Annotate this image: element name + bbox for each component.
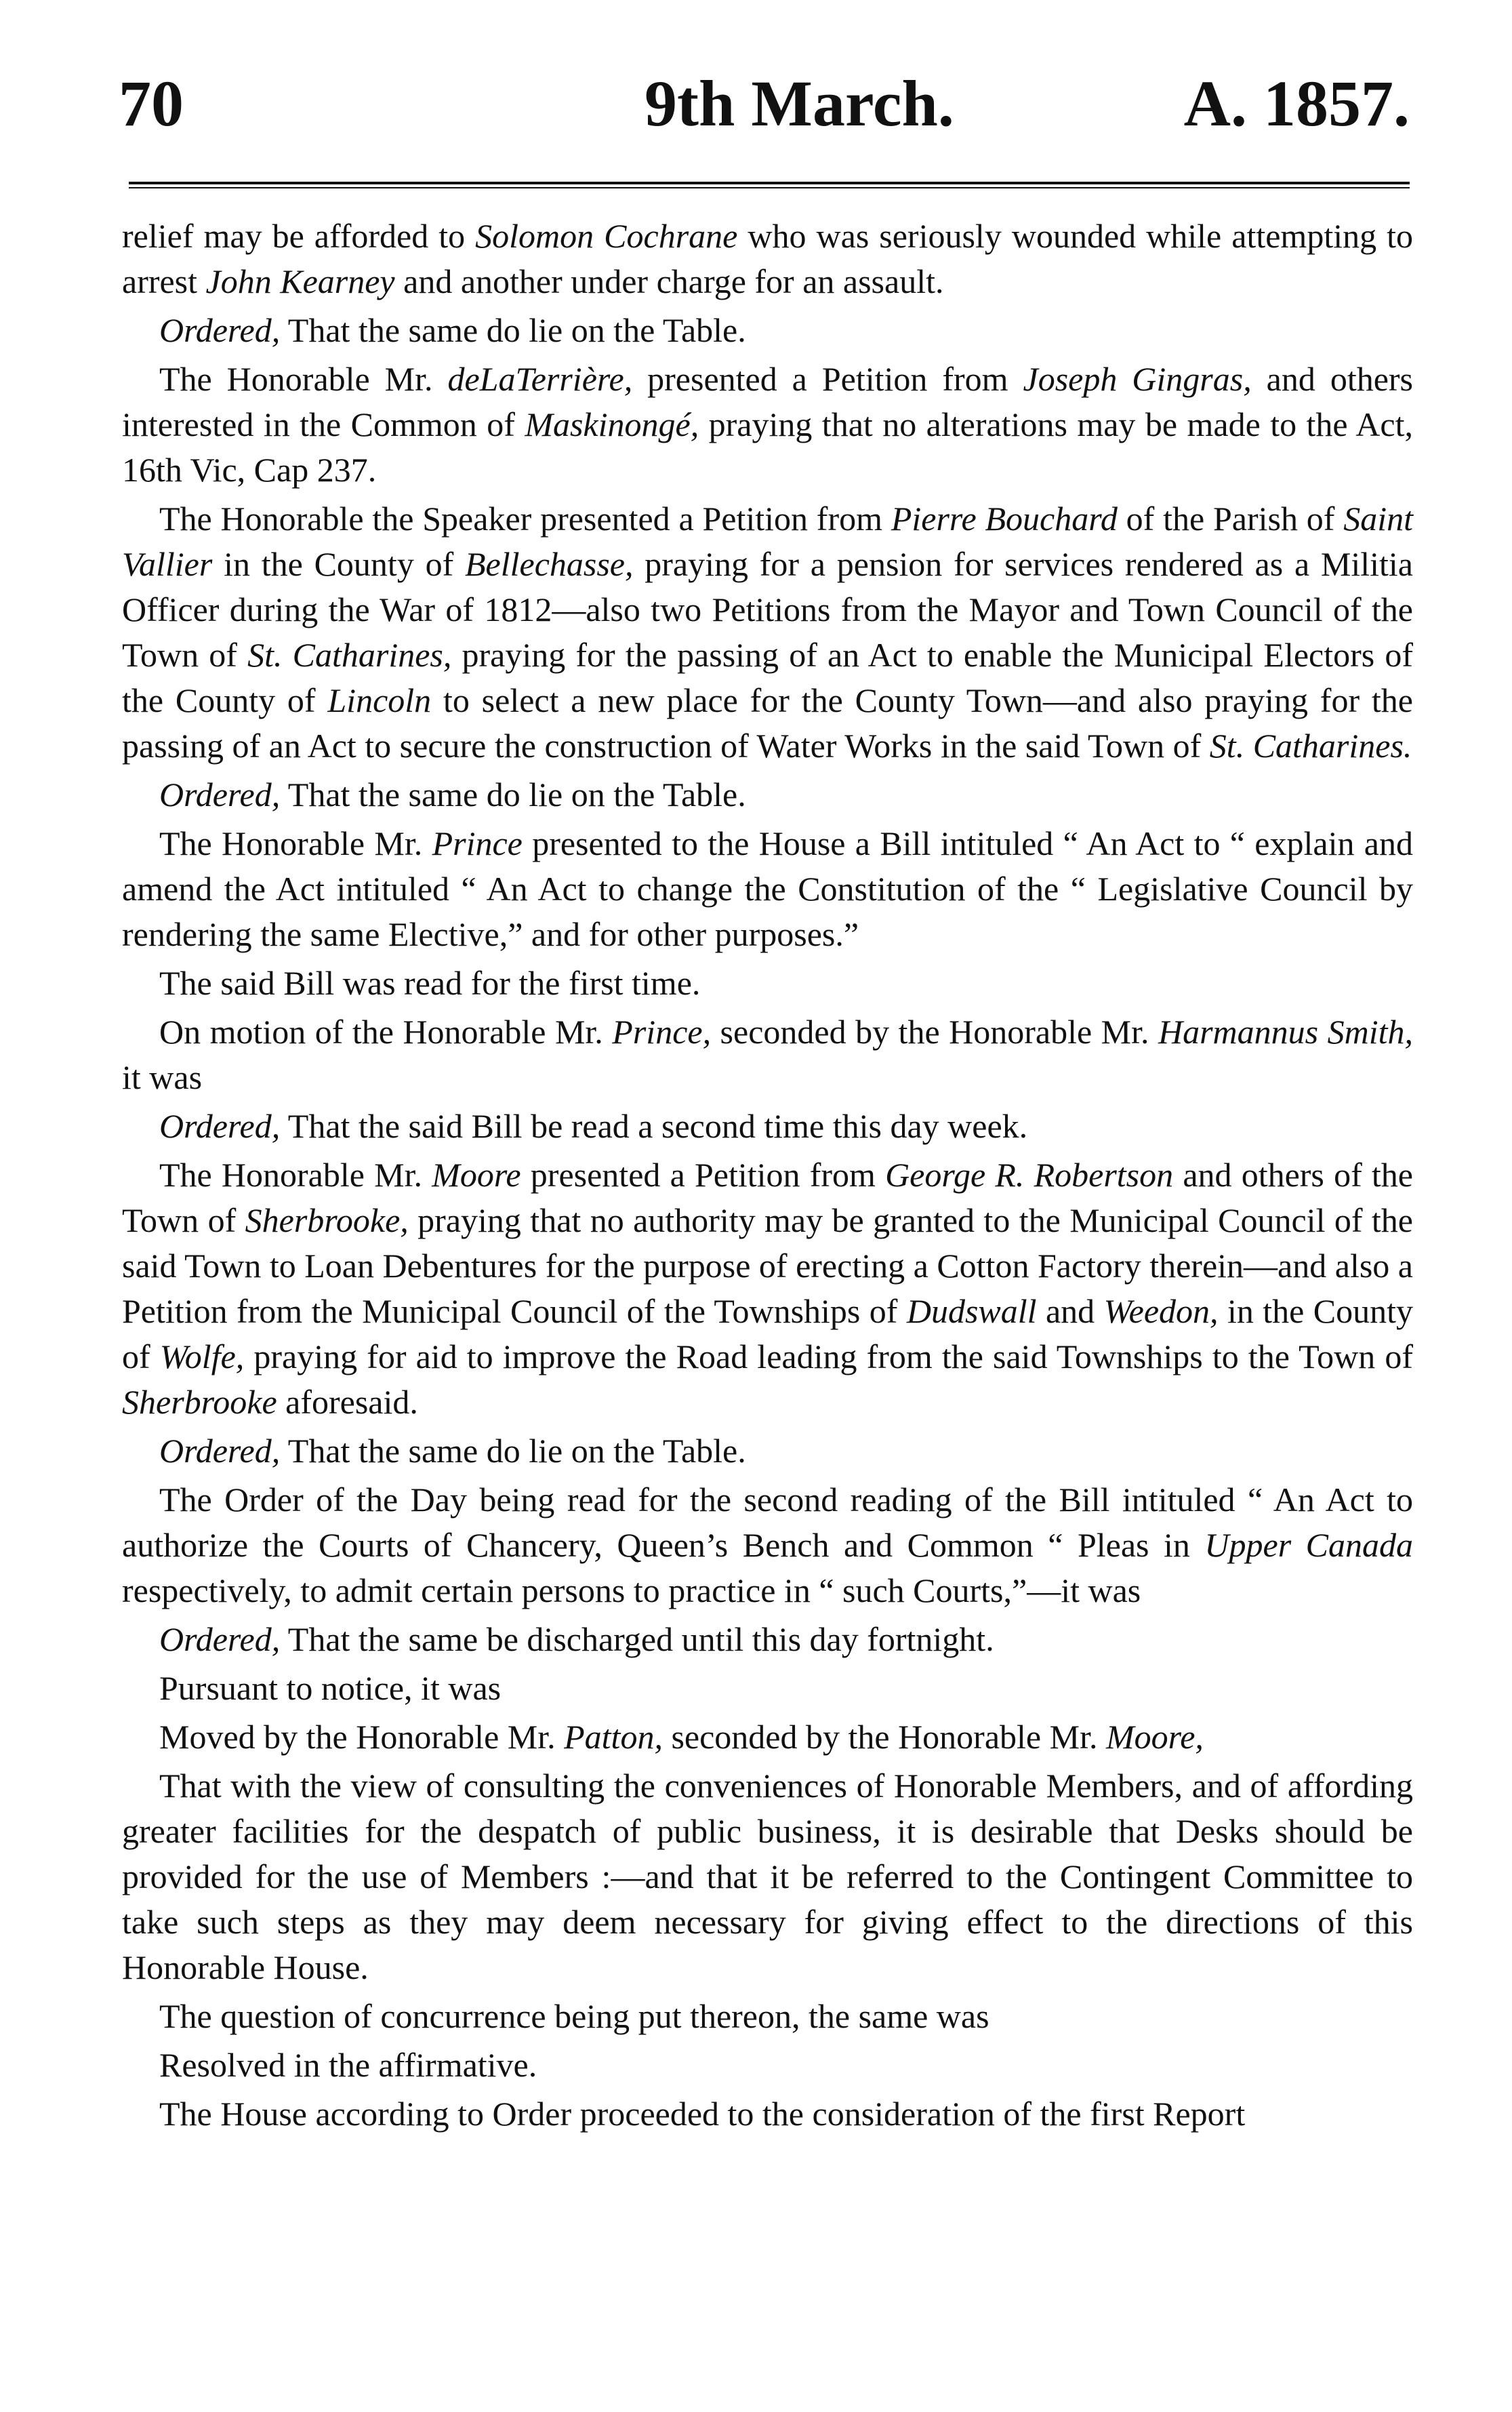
paragraph-19: The House according to Order proceeded to the consideration of the first Report <box>159 2095 1246 2133</box>
paragraph-3: The Honorable Mr. deLaTerrière, presented a Petition from Joseph Gingras, and others interested in the Common of Maskinongé, praying that no alterations may be made to the Act, 16th Vic, Cap 237. <box>122 360 1414 489</box>
paragraph-13: Ordered, That the same be discharged until this day fortnight. <box>159 1620 994 1658</box>
page-header <box>119 53 1410 155</box>
paragraph-15: Moved by the Honorable Mr. Patton, seconded by the Honorable Mr. Moore, <box>159 1718 1204 1756</box>
paragraph-7: The said Bill was read for the first time. <box>159 964 701 1002</box>
paragraph-11: Ordered, That the same do lie on the Table. <box>159 1432 746 1470</box>
header-rule <box>129 182 1410 188</box>
paragraph-2: Ordered, That the same do lie on the Table. <box>159 311 746 349</box>
paragraph-14: Pursuant to notice, it was <box>159 1669 502 1707</box>
paragraph-4: The Honorable the Speaker presented a Petition from Pierre Bouchard of the Parish of Saint Vallier in the County of Bellechasse, praying for a pension for services rendered as a Militia Officer during the War of 1812—also two Petitions from the Mayor and Town Council of the Town of St. Catharines, praying for the passing of an Act to enable the Municipal Electors of the County of Lincoln to select a new place for the County Town—and also praying for the passing of an Act to secure the construction of Water Works in the said Town of St. Catharines. <box>122 500 1414 765</box>
paragraph-17: The question of concurrence being put thereon, the same was <box>159 1997 989 2035</box>
page-number: 70 <box>119 67 184 140</box>
paragraph-6: The Honorable Mr. Prince presented to the House a Bill intituled “ An Act to “ explain and amend the Act intituled “ An Act to change the Constitution of the “ Legislative Council by rendering the same Elective,” and for other purposes.” <box>122 824 1413 953</box>
paragraph-9: Ordered, That the said Bill be read a second time this day week. <box>159 1107 1028 1145</box>
journal-body <box>122 214 1413 2140</box>
year-label: A. 1857. <box>1183 67 1410 140</box>
paragraph-1: relief may be afforded to Solomon Cochrane who was seriously wounded while attempting to arrest John Kearney and another under charge for an assault. <box>122 217 1414 300</box>
paragraph-10: The Honorable Mr. Moore presented a Petition from George R. Robertson and others of the Town of Sherbrooke, praying that no authority may be granted to the Municipal Council of the said Town to Loan Debentures for the purpose of erecting a Cotton Factory therein—and also a Petition from the Municipal Council of the Townships of Dudswall and Weedon, in the County of Wolfe, praying for aid to improve the Road leading from the said Townships to the Town of Sherbrooke aforesaid. <box>122 1156 1414 1421</box>
paragraph-8: On motion of the Honorable Mr. Prince, seconded by the Honorable Mr. Harmannus Smith, it was <box>122 1013 1413 1096</box>
running-title: 9th March. <box>645 67 954 140</box>
paragraph-5: Ordered, That the same do lie on the Table. <box>159 776 746 813</box>
paragraph-16: That with the view of consulting the conveniences of Honorable Members, and of affording greater facilities for the despatch of public business, it is desirable that Desks should be provided for the use of Members :—and that it be referred to the Contingent Committee to take such steps as they may deem necessary for giving effect to the directions of this Honorable House. <box>122 1767 1413 1986</box>
paragraph-18: Resolved in the affirmative. <box>159 2046 537 2084</box>
paragraph-12: The Order of the Day being read for the second reading of the Bill intituled “ An Act to authorize the Courts of Chancery, Queen’s Bench and Common “ Pleas in Upper Canada respectively, to admit certain persons to practice in “ such Courts,”—it was <box>122 1481 1414 1609</box>
